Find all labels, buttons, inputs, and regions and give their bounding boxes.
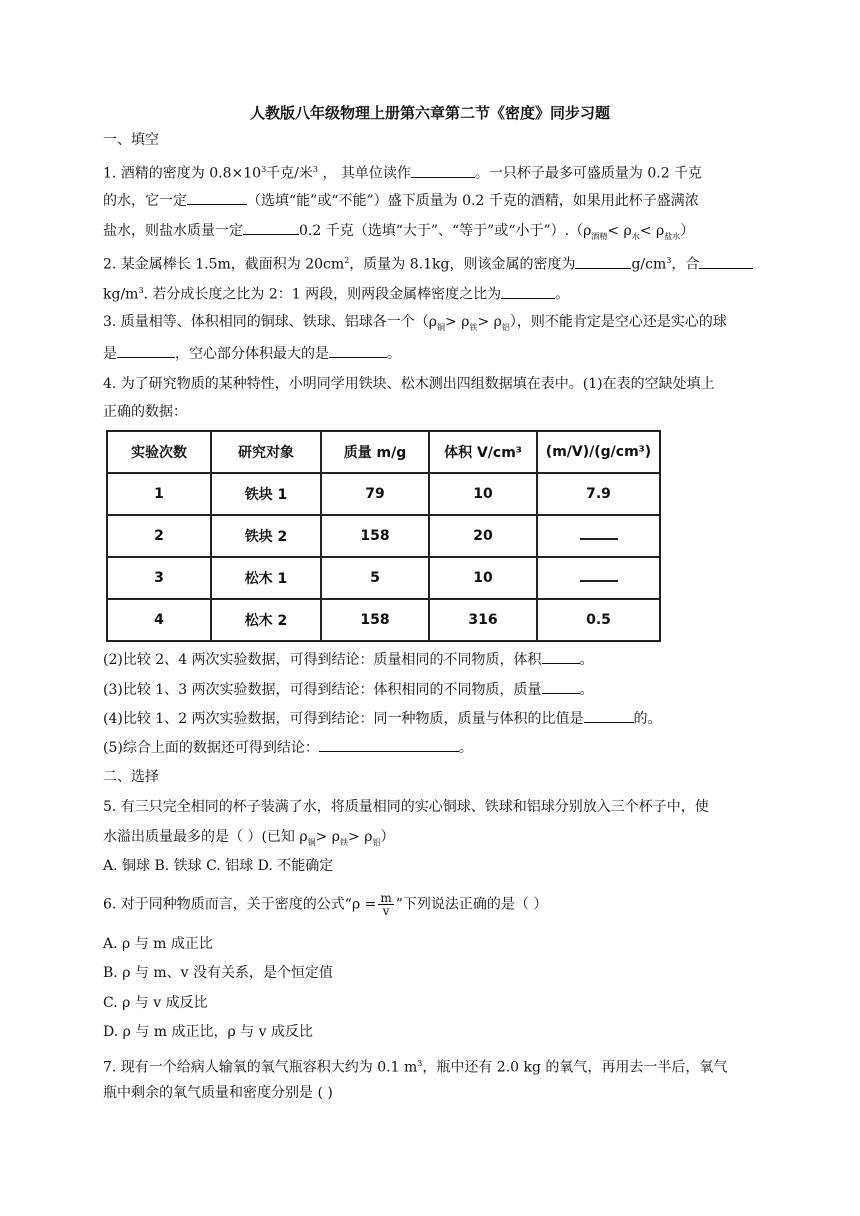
question-6-option-a: A. ρ 与 m 成正比 xyxy=(103,936,213,952)
blank xyxy=(542,679,580,694)
blank xyxy=(117,343,175,358)
question-4-part-3: (3)比较 1、3 两次实验数据，可得到结论：体积相同的不同物质，质量 。 xyxy=(103,679,594,700)
question-6-option-d: D. ρ 与 m 成正比，ρ 与 v 成反比 xyxy=(103,1024,313,1040)
data-table xyxy=(106,430,661,642)
table-row xyxy=(107,557,660,599)
blank xyxy=(501,284,555,299)
table-cell: 7.9 xyxy=(537,473,660,515)
table-header-cell: 实验次数 xyxy=(107,431,211,473)
section-heading-fill: 一、填空 xyxy=(103,132,159,148)
blank xyxy=(542,649,580,664)
question-4-line-2: 正确的数据： xyxy=(103,404,187,420)
table-cell: 铁块 2 xyxy=(211,515,321,557)
table-cell-blank xyxy=(537,515,660,557)
blank xyxy=(187,190,247,205)
answer-blank xyxy=(580,572,618,582)
question-4-part-2: (2)比较 2、4 两次实验数据，可得到结论：质量相同的不同物质，体积 。 xyxy=(103,649,594,670)
question-3-line-1: 3. 质量相等、体积相同的铜球、铁球、铝球各一个$(\rho_铜> \rho_铁> \rho_铝)$，则不能肯定是空心还是实心的球 xyxy=(103,314,727,332)
question-6-stem: 6. 对于同种物质而言，关于密度的公式“ρ = $\frac{m}{v}$ ”下列说法正确的是（ ） xyxy=(103,891,548,918)
table-row xyxy=(107,473,660,515)
table-cell: 1 xyxy=(107,473,211,515)
blank xyxy=(575,254,631,269)
table-cell: 10 xyxy=(429,473,537,515)
table-cell: 20 xyxy=(429,515,537,557)
table-cell: 158 xyxy=(321,515,429,557)
table-header-cell: 质量 m/g xyxy=(321,431,429,473)
question-6-option-c: C. ρ 与 v 成反比 xyxy=(103,995,208,1011)
blank xyxy=(584,708,634,723)
question-7-line-1: 7. 现有一个给病人输氧的氧气瓶容积大约为 0.1 $m^3$，瓶中还有 2.0 kg 的氧气，再用去一半后，氧气 xyxy=(103,1059,728,1076)
answer-blank xyxy=(580,530,618,540)
blank xyxy=(329,343,387,358)
page-title: 人教版八年级物理上册第六章第二节《密度》同步习题 xyxy=(249,104,610,122)
question-5-line-1: 5. 有三只完全相同的杯子装满了水，将质量相同的实心铜球、铁球和铝球分别放入三个杯子中，使 xyxy=(103,799,709,815)
question-1-line-1: 1. 酒精的密度为 $0.8\times 10^3$千克/米$^3$ ， 其单位读作 。一只杯子最多可盛质量为 0.2 千克 xyxy=(103,160,702,184)
blank xyxy=(411,163,475,178)
blank xyxy=(319,737,459,752)
question-6-option-b: B. ρ 与 m、v 没有关系，是个恒定值 xyxy=(103,965,333,981)
table-cell: 松木 1 xyxy=(211,557,321,599)
density-formula: $\frac{m}{v}$ xyxy=(380,891,392,918)
question-4-line-1: 4. 为了研究物质的某种特性，小明同学用铁块、松木测出四组数据填在表中。(1)在表的空缺处填上 xyxy=(103,376,715,392)
table-cell: 铁块 1 xyxy=(211,473,321,515)
blank xyxy=(699,254,753,269)
question-1-line-2: 的水，它一定 （选填“能”或“不能”）盛下质量为 0.2 千克的酒精，如果用此杯子盛满浓 xyxy=(103,190,699,211)
table-cell: 5 xyxy=(321,557,429,599)
table-cell: 松木 2 xyxy=(211,599,321,641)
table-cell-blank xyxy=(537,557,660,599)
table-row xyxy=(107,515,660,557)
table-header-cell: 研究对象 xyxy=(211,431,321,473)
question-3-line-2: 是 ，空心部分体积最大的是 。 xyxy=(103,343,401,364)
table-cell: 3 xyxy=(107,557,211,599)
section-heading-choice: 二、选择 xyxy=(103,769,159,785)
table-cell: 4 xyxy=(107,599,211,641)
question-5-options: A. 铜球 B. 铁球 C. 铝球 D. 不能确定 xyxy=(103,858,334,874)
blank xyxy=(243,220,299,235)
question-2-line-2: $kg/m^3$. 若分成长度之比为 2：1 两段，则两段金属棒密度之比为 。 xyxy=(103,281,569,305)
table-row xyxy=(107,599,660,641)
table-cell: 316 xyxy=(429,599,537,641)
table-cell: 79 xyxy=(321,473,429,515)
question-7-line-2: 瓶中剩余的氧气质量和密度分别是 ( ) xyxy=(103,1085,333,1101)
table-cell: 158 xyxy=(321,599,429,641)
question-1-line-3: 盐水，则盐水质量一定 0.2 千克（选填“大于”、“等于”或“小于$”).(\rho_{酒精}< \rho_水< \rho_{盐水})$ xyxy=(103,220,694,247)
table-header-row xyxy=(107,431,660,473)
table-cell: 10 xyxy=(429,557,537,599)
table-header-cell: (m/V)/(g/cm³) xyxy=(537,431,660,473)
table-cell: 2 xyxy=(107,515,211,557)
question-2-line-1: 2. 某金属棒长 1.5m，截面积为 $20cm^2$，质量为 8.1kg，则该金属的密度为 $g/cm^3$，合 xyxy=(103,251,753,275)
question-4-part-4: (4)比较 1、2 两次实验数据，可得到结论：同一种物质，质量与体积的比值是 的。 xyxy=(103,708,662,729)
table-header-cell: 体积 V/cm³ xyxy=(429,431,537,473)
table-cell: 0.5 xyxy=(537,599,660,641)
question-4-part-5: (5)综合上面的数据还可得到结论： 。 xyxy=(103,737,473,758)
question-5-line-2: 水溢出质量最多的是（ ）(已知 $\rho_铜> \rho_铁> \rho_铝$） xyxy=(103,829,395,847)
